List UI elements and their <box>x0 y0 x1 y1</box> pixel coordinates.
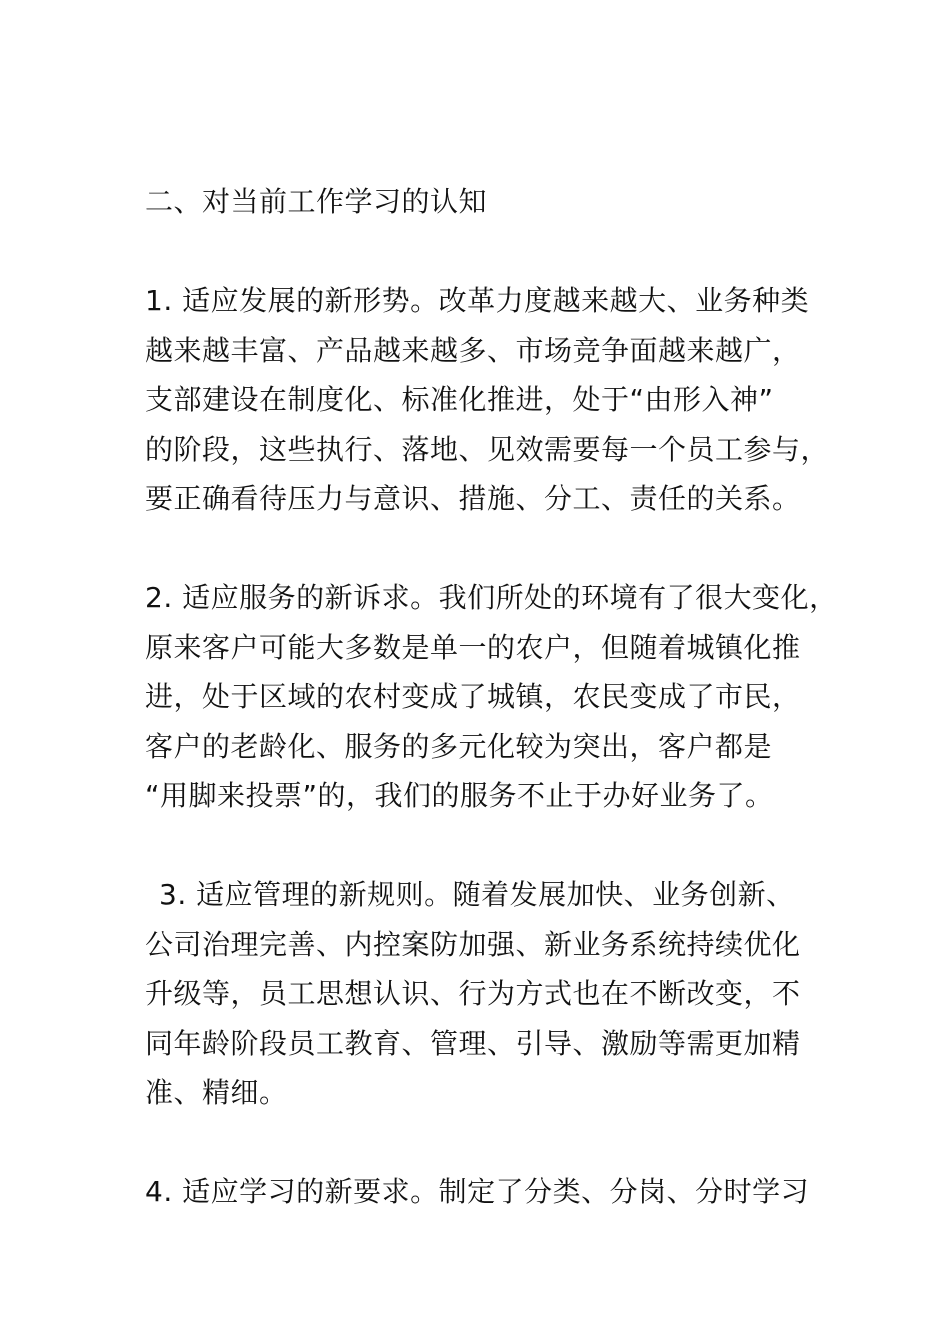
paragraph-line: 升级等，员工思想认识、行为方式也在不断改变，不 <box>145 977 801 1010</box>
paragraph-line: 越来越丰富、产品越来越多、市场竞争面越来越广， <box>145 333 801 367</box>
paragraph-line: 客户的老龄化、服务的多元化较为突出，客户都是 <box>145 729 773 763</box>
paragraph-4 <box>145 1167 835 1217</box>
spacer <box>145 524 835 574</box>
paragraph-line: 要正确看待压力与意识、措施、分工、责任的关系。 <box>145 482 801 515</box>
paragraph-line: 1. 适应发展的新形势。改革力度越来越大、业务种类 <box>145 284 810 317</box>
paragraph-line: 2. 适应服务的新诉求。我们所处的环境有了很大变化， <box>145 581 838 614</box>
paragraph-2 <box>145 573 838 821</box>
paragraph-line: “用脚来投票”的，我们的服务不止于办好业务了。 <box>145 779 774 812</box>
paragraph-3 <box>145 870 835 1118</box>
paragraph-line: 3. 适应管理的新规则。随着发展加快、业务创新、 <box>159 878 795 911</box>
paragraph-line: 原来客户可能大多数是单一的农户，但随着城镇化推 <box>145 630 801 664</box>
paragraph-line: 支部建设在制度化、标准化推进，处于“由形入神” <box>145 383 774 416</box>
paragraph-line: 准、精细。 <box>145 1076 288 1109</box>
paragraph-line: 的阶段，这些执行、落地、见效需要每一个员工参与， <box>145 432 830 466</box>
paragraph-line: 同年龄阶段员工教育、管理、引导、激励等需更加精 <box>145 1026 801 1060</box>
paragraph-line: 进，处于区域的农村变成了城镇，农民变成了市民， <box>145 680 801 713</box>
section-heading: 二、对当前工作学习的认知 <box>145 185 488 218</box>
paragraph-1 <box>145 276 835 524</box>
spacer <box>145 1118 835 1168</box>
document-page <box>145 177 838 1217</box>
spacer <box>145 227 835 277</box>
spacer <box>145 821 835 871</box>
paragraph-line: 4. 适应学习的新要求。制定了分类、分岗、分时学习 <box>145 1175 810 1208</box>
paragraph-line: 公司治理完善、内控案防加强、新业务系统持续优化 <box>145 927 801 961</box>
